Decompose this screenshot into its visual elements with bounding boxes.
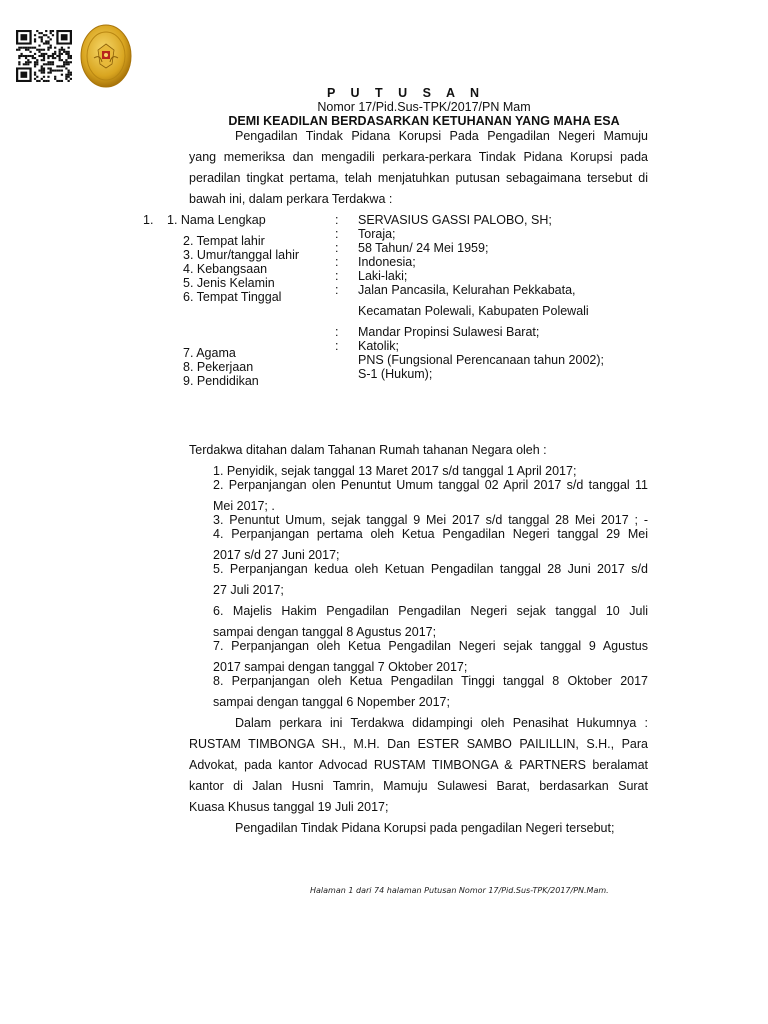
detention-item-7: 7. Perpanjangan oleh Ketua Pengadilan Negeri sejak tanggal 9 Agustus [213,639,648,653]
detention-item-8-cont: sampai dengan tanggal 6 Nopember 2017; [213,695,450,709]
colon: : [335,269,339,283]
label-pendidikan: 9. Pendidikan [183,374,259,388]
detention-item-8: 8. Perpanjangan oleh Ketua Pengadilan Tinggi tanggal 8 Oktober 2017 [213,674,648,688]
detention-item-3: 3. Penuntut Umum, sejak tanggal 9 Mei 2017 s/d tanggal 28 Mei 2017 ; - [213,513,648,527]
counsel-line-4: kantor di Jalan Husni Tamrin, Mamuju Sulawesi Barat, berdasarkan Surat [189,779,648,793]
label-tempat-lahir: 2. Tempat lahir [183,234,265,248]
value-tempat-lahir: Toraja; [358,227,396,241]
invocation-heading: DEMI KEADILAN BERDASARKAN KETUHANAN YANG MAHA ESA [228,114,620,128]
colon: : [335,283,339,297]
intro-line-3: peradilan tingkat pertama, telah menjatuhkan putusan sebagaimana tersebut di [189,171,648,185]
label-tempat-tinggal: 6. Tempat Tinggal [183,290,282,304]
intro-line-1: Pengadilan Tindak Pidana Korupsi Pada Pengadilan Negeri Mamuju [235,129,648,143]
intro-line-4: bawah ini, dalam perkara Terdakwa : [189,192,393,206]
detention-item-6: 6. Majelis Hakim Pengadilan Pengadilan Negeri sejak tanggal 10 Juli [213,604,648,618]
detention-item-2-cont: Mei 2017; . [213,499,275,513]
intro-line-2: yang memeriksa dan mengadili perkara-perkara Tindak Pidana Korupsi pada [189,150,648,164]
identity-outer-number: 1. [143,213,154,227]
counsel-line-2: RUSTAM TIMBONGA SH., M.H. Dan ESTER SAMBO PAILILLIN, S.H., Para [189,737,648,751]
value-agama: Katolik; [358,339,399,353]
detention-item-6-cont: sampai dengan tanggal 8 Agustus 2017; [213,625,437,639]
detention-item-1: 1. Penyidik, sejak tanggal 13 Maret 2017 s/d tanggal 1 April 2017; [213,464,577,478]
page-footer: Halaman 1 dari 74 halaman Putusan Nomor 17/Pid.Sus-TPK/2017/PN.Mam. [310,886,609,895]
detention-item-4-cont: 2017 s/d 27 Juni 2017; [213,548,340,562]
qr-code-icon [16,30,72,82]
label-nama: 1. Nama Lengkap [167,213,266,227]
detention-item-7-cont: 2017 sampai dengan tanggal 7 Oktober 2017; [213,660,468,674]
value-pekerjaan: PNS (Fungsional Perencanaan tahun 2002); [358,353,604,367]
value-pendidikan: S-1 (Hukum); [358,367,433,381]
value-tempat-tinggal-1-text: Jalan Pancasila, Kelurahan Pekkabata, [358,283,576,297]
detention-intro: Terdakwa ditahan dalam Tahanan Rumah tahanan Negara oleh : [189,443,547,457]
value-nama: SERVASIUS GASSI PALOBO, SH; [358,213,552,227]
detention-item-5-cont: 27 Juli 2017; [213,583,284,597]
label-jenis-kelamin: 5. Jenis Kelamin [183,276,275,290]
value-tempat-tinggal-3: Mandar Propinsi Sulawesi Barat; [358,325,540,339]
counsel-line-1: Dalam perkara ini Terdakwa didampingi oleh Penasihat Hukumnya : [235,716,648,730]
mahkamah-agung-seal-icon [80,24,132,88]
value-kebangsaan: Indonesia; [358,255,416,269]
closing-line: Pengadilan Tindak Pidana Korupsi pada pengadilan Negeri tersebut; [235,821,615,835]
colon: : [335,339,339,353]
document-title: P U T U S A N [326,86,486,100]
colon: : [335,241,339,255]
value-tempat-tinggal-2: Kecamatan Polewali, Kabupaten Polewali [358,304,589,318]
colon: : [335,213,339,227]
colon: : [335,325,339,339]
counsel-line-5: Kuasa Khusus tanggal 19 Juli 2017; [189,800,389,814]
value-tempat-tinggal-1 [358,283,642,297]
detention-item-2: 2. Perpanjangan olen Penuntut Umum tanggal 02 April 2017 s/d tanggal 11 [213,478,648,492]
value-umur: 58 Tahun/ 24 Mei 1959; [358,241,489,255]
label-umur: 3. Umur/tanggal lahir [183,248,300,262]
detention-item-4: 4. Perpanjangan pertama oleh Ketua Pengadilan Negeri tanggal 29 Mei [213,527,648,541]
case-number: Nomor 17/Pid.Sus-TPK/2017/PN Mam [317,100,531,114]
label-kebangsaan: 4. Kebangsaan [183,262,268,276]
colon: : [335,227,339,241]
label-pekerjaan: 8. Pekerjaan [183,360,254,374]
detention-item-5: 5. Perpanjangan kedua oleh Ketuan Pengadilan tanggal 28 Juni 2017 s/d [213,562,648,576]
counsel-line-3: Advokat, pada kantor Advocad RUSTAM TIMBONGA & PARTNERS beralamat [189,758,648,772]
colon: : [335,255,339,269]
value-jenis-kelamin: Laki-laki; [358,269,408,283]
label-agama: 7. Agama [183,346,236,360]
